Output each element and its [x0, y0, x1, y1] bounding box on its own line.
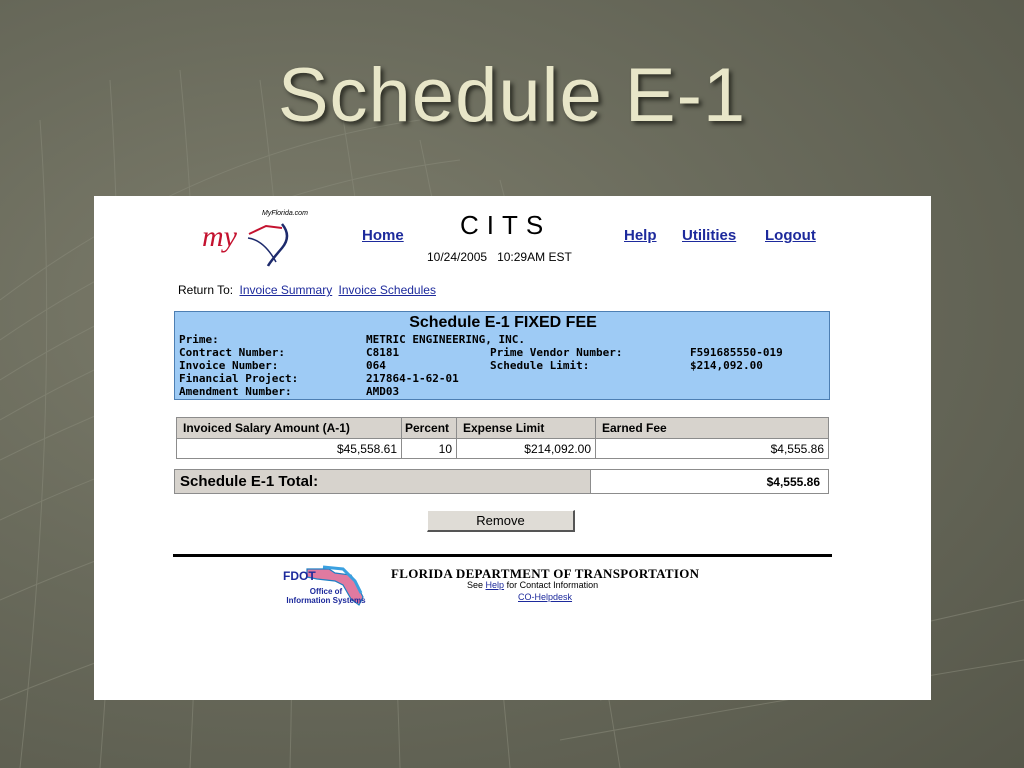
- amendment-number-label: Amendment Number:: [179, 385, 292, 398]
- date: 10/24/2005: [427, 250, 488, 264]
- column-header: Expense Limit: [457, 418, 596, 439]
- table-row: [177, 439, 829, 459]
- contact-text: for Contact Information: [506, 580, 599, 590]
- schedule-total-table: [174, 469, 829, 494]
- contract-number-label: Contract Number:: [179, 346, 285, 359]
- total-row: [175, 470, 829, 494]
- myflorida-logo: [194, 206, 324, 268]
- amendment-number-value: AMD03: [366, 385, 400, 398]
- column-header: Invoiced Salary Amount (A-1): [177, 418, 402, 439]
- schedule-info-panel: [174, 311, 830, 400]
- nav-utilities-link[interactable]: Utilities: [682, 227, 737, 244]
- prime-vendor-number-label: Prime Vendor Number:: [490, 346, 623, 359]
- financial-project-value: 217864-1-62-01: [366, 372, 459, 385]
- fdot-text: FDOT: [283, 569, 316, 583]
- earned-fee-cell: $4,555.86: [596, 439, 829, 459]
- nav-home-link[interactable]: Home: [362, 227, 404, 244]
- schedule-limit-value: $214,092.00: [690, 359, 763, 372]
- percent-cell: 10: [402, 439, 457, 459]
- schedule-total-label: Schedule E-1 Total:: [175, 470, 591, 494]
- invoice-number-value: 064: [366, 359, 386, 372]
- schedule-total-value: $4,555.86: [591, 470, 829, 494]
- see-text: See: [467, 580, 484, 590]
- nav-help-link[interactable]: Help: [624, 227, 657, 244]
- earned-fee-table: [176, 417, 829, 459]
- contract-number-value: C8181: [366, 346, 400, 359]
- remove-button[interactable]: Remove: [427, 510, 575, 532]
- invoice-schedules-link[interactable]: Invoice Schedules: [338, 283, 436, 297]
- expense-limit-cell: $214,092.00: [457, 439, 596, 459]
- cits-screenshot: [94, 196, 931, 700]
- prime-label: Prime:: [179, 333, 219, 346]
- slide-title: Schedule E-1: [277, 53, 747, 138]
- office-of-information-systems: [276, 587, 376, 605]
- salary-amount-cell: $45,558.61: [177, 439, 402, 459]
- time: 10:29AM EST: [497, 250, 572, 264]
- table-header-row: [177, 418, 829, 439]
- nav-logout-link[interactable]: Logout: [765, 227, 816, 244]
- prime-vendor-number-value: F591685550-019: [690, 346, 783, 359]
- app-title: CITS: [460, 210, 552, 240]
- co-helpdesk-link[interactable]: CO-Helpdesk: [518, 592, 573, 602]
- help-link[interactable]: Help: [485, 580, 505, 590]
- financial-project-label: Financial Project:: [179, 372, 299, 385]
- invoice-number-label: Invoice Number:: [179, 359, 279, 372]
- department-title: FLORIDA DEPARTMENT OF TRANSPORTATION: [391, 566, 700, 581]
- return-to-bar: [178, 283, 436, 297]
- column-header: Percent: [402, 418, 457, 439]
- logo-text: my: [202, 220, 237, 253]
- schedule-limit-label: Schedule Limit:: [490, 359, 590, 372]
- invoice-summary-link[interactable]: Invoice Summary: [239, 283, 333, 297]
- office-line-1: Office of: [309, 587, 343, 596]
- logo-tagline: MyFlorida.com: [262, 210, 308, 217]
- datetime: [427, 250, 572, 264]
- footer-divider: [173, 554, 832, 557]
- prime-value: METRIC ENGINEERING, INC.: [366, 333, 525, 346]
- office-line-2: Information Systems: [286, 596, 366, 605]
- column-header: Earned Fee: [596, 418, 829, 439]
- schedule-title: Schedule E-1 FIXED FEE: [409, 314, 597, 331]
- contact-info-line: [467, 580, 598, 590]
- return-to-label: Return To:: [178, 283, 234, 297]
